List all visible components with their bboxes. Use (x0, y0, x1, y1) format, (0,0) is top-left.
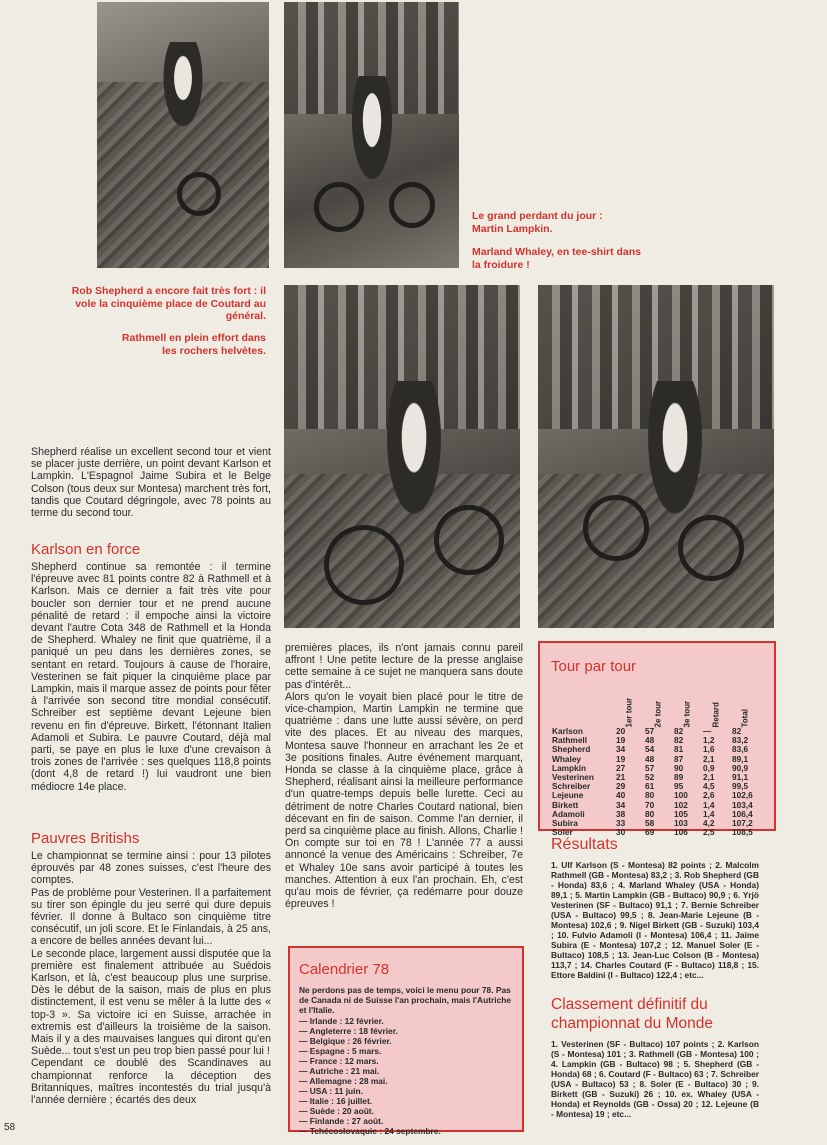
calendar-item: — Suède : 20 août. (299, 1106, 374, 1116)
tour-cell: 4,2 (703, 818, 715, 829)
tour-cell: 103,4 (732, 799, 753, 810)
tour-cell: 4,5 (703, 781, 715, 792)
calendar-item: — Belgique : 26 février. (299, 1036, 392, 1046)
tour-rider-name: Birkett (552, 799, 579, 810)
tour-cell: 40 (616, 790, 626, 801)
photo-rider-rocks-top-left (97, 2, 269, 268)
tour-cell: 48 (645, 753, 655, 764)
classement-title: Classement définitif du championnat du Monde (551, 996, 714, 1032)
tour-rider-name: Shepherd (552, 744, 591, 755)
tour-cell: 27 (616, 762, 626, 773)
paragraph-karlson: Shepherd continue sa remontée : il termine l'épreuve avec 81 points contre 82 à Rathmell et à Karlson. Mais ce dernier a fait très vite pour boucler son dernier tour et ne prend aucune pénalité de retard : il empoche ainsi la victoire devant l'autre Cota 348 de Rathmell et la Honda de Shepherd. Whaley ne finit que quatrième, il a paniqué un peu dans les dernières zones, se sentant en retard. Toujours à cause de l'horaire, Vesterinen se fait piquer la cinquième place par Lampkin, mais il marque assez de points pour fêter à l'arrivée son second titre mondial consécutif. Schreiber est septième devant Lejeune bien revenu en fin d'épreuve. Birkett, l'étonnant Italien Adamoli et Subira. Le pauvre Coutard, déjà mal parti, se paye en plus le luxe d'une crevaison à trois zones de l'arrivée : ses quelques 118,8 points (dont 4,8 de retard !) lui vaudront une bien médiocre 14e place. (31, 561, 271, 793)
tour-cell: 57 (645, 762, 655, 773)
tour-cell: 99,5 (732, 781, 749, 792)
calendar-box (288, 946, 524, 1136)
page-number: 58 (4, 1122, 16, 1133)
tour-cell: 30 (616, 827, 626, 838)
heading-pauvres-britishs: Pauvres Britishs (31, 830, 140, 847)
tour-row (550, 819, 759, 828)
photo-rider-crowd-middle (284, 285, 520, 628)
tour-cell: 19 (616, 735, 626, 746)
calendar-intro: Ne perdons pas de temps, voici le menu pour 78. Pas de Canada ni de Suisse l'an prochain, mais l'Autriche et l'Italie. (299, 985, 512, 1015)
tour-cell: 91,1 (732, 772, 749, 783)
resultats-text: 1. Ulf Karlson (S - Montesa) 82 points ; 2. Malcolm Rathmell (GB - Montesa) 83,2 ; 3. Rob Shepherd (GB - Honda) 83,6 ; 4. Marland Whaley (USA - Honda) 89,1 ; 5. Martin Lampkin (GB - Bultaco) 90,9 ; 6. Yrjö Vesterinen (SF - Bultaco) 91,1 ; 7. Bernie Schreiber (USA - Bultaco) 99,5 ; 8. Jean-Marie Lejeune (B - Montesa) 102,6 ; 9. Nigel Birkett (GB - Suzuki) 103,4 ; 10. Fulvio Adamoli (I - Montesa) 106,4 ; 11. Jaime Subira (E - Montesa) 107,2 ; 12. Manuel Soler (E - Bultaco) 108,5 ; 13. Jean-Luc Colson (B - Montesa) 113,7 ; 14. Charles Coutard (F - Bultaco) 118,8 ; 15. Ettore Baldini (I - Bultaco) 122,4 ; etc... (551, 860, 759, 980)
tour-title: Tour par tour (551, 658, 637, 675)
tour-cell: 106 (674, 827, 688, 838)
tour-rider-name: Rathmell (552, 735, 588, 746)
tour-table (550, 677, 759, 837)
tour-cell: 1,4 (703, 808, 715, 819)
tour-row (550, 791, 759, 800)
tour-cell: 102 (674, 799, 688, 810)
tour-cell: 105 (674, 808, 688, 819)
tour-rider-name: Schreiber (552, 781, 591, 792)
tour-column-header: 2e tour (653, 700, 662, 728)
tour-cell: 100 (674, 790, 688, 801)
tour-rider-name: Soler (552, 827, 573, 838)
calendar-item: — Espagne : 5 mars. (299, 1046, 382, 1056)
tour-cell: 102,6 (732, 790, 753, 801)
paragraph-column-two: premières places, ils n'ont jamais connu pareil affront ! Une petite lecture de la presse anglaise cette semaine à ce sujet ne manquera sans doute pas d'intérêt... Alors qu'on le voyait bien placé pour le titre de vice-champion, Martin Lampkin ne termine que quatrième : dans une lutte aussi sévère, on perd vite des places. Et au niveau des marques, Montesa sauve l'honneur en arrachant les 2e et 3e positions finales. Autre événement marquant, Honda se classe à la cinquième place, grâce à Shepherd, réalisant ainsi la meilleure performance d'un quatre-temps depuis belle lurette. Ceci au détriment de notre Charles Coutard national, bien décevant en fin de saison. Comme l'an dernier, il perd sa cinquième place au finish. Allons, Charlie ! On compte sur toi en 78 ! L'année 77 a aussi annoncé la venue des Américains : Schreiber, 7e et Whaley 10e sans avoir participé à toutes les manches. Attention à eux l'an prochain. Eh, c'est qu'au mois de février, ça redémarre pour douze épreuves ! (285, 642, 523, 911)
calendar-item: — Finlande : 27 août. (299, 1116, 384, 1126)
tour-cell: 58 (645, 818, 655, 829)
tour-cell: 80 (645, 808, 655, 819)
resultats-title: Résultats (551, 836, 618, 853)
tour-cell: 89 (674, 772, 684, 783)
calendar-list (299, 1016, 513, 1136)
tour-cell: 2,6 (703, 790, 715, 801)
tour-rider-name: Lampkin (552, 762, 587, 773)
calendar-item: — France : 12 mars. (299, 1056, 379, 1066)
calendar-item: — Irlande : 12 février. (299, 1016, 384, 1026)
tour-cell: 19 (616, 753, 626, 764)
tour-cell: 108,5 (732, 827, 753, 838)
tour-cell: 2,5 (703, 827, 715, 838)
photo-rider-crowd-right (538, 285, 774, 628)
tour-cell: 87 (674, 753, 684, 764)
tour-cell: 52 (645, 772, 655, 783)
caption-whaley: Marland Whaley, en tee-shirt dans la froidure ! (472, 246, 642, 271)
tour-cell: 90,9 (732, 762, 749, 773)
tour-cell: 95 (674, 781, 684, 792)
tour-cell: 54 (645, 744, 655, 755)
tour-column-header: Total (740, 708, 749, 728)
tour-column-header: 3e tour (682, 700, 691, 728)
tour-cell: 70 (645, 799, 655, 810)
paragraph-britishs: Le championnat se termine ainsi : pour 13 pilotes éprouvés par 48 zones suisses, c'est l'heure des comptes. Pas de problème pour Vesterinen. Il a parfaitement su tirer son épingle du jeu serré qui dure depuis février. Il donne à Bultaco son cinquième titre consécutif, un joli score. Et le Finlandais, à 25 ans, a encore de belles années devant lui... Le seconde place, largement aussi disputée que la première est finalement attribuée au Suédois Karlson, et là, c'est beaucoup plus une surprise. Dès le début de la saison, mais de plus en plus distinctement, il est venu se mêler à la lutte des « top-3 ». Sa victoire ici en Suisse, arrachée in extremis est d'ailleurs la troisième de la saison. Mais il y a des mauvaises langues qui diront qu'en Suède... tout s'est un peu trop bien passé pour lui ! Cependant ce doublé des Scandinaves au championnat renforce la déception des Britanniques, maîtres incontestés du trial jusqu'à l'année dernière ; écartés des deux (31, 850, 271, 1107)
calendar-item: — Autriche : 21 mai. (299, 1066, 380, 1076)
tour-cell: 83,6 (732, 744, 749, 755)
tour-cell: 33 (616, 818, 626, 829)
calendar-item: — Tchécoslovaquie : 24 septembre. (299, 1126, 441, 1136)
tour-cell: 2,1 (703, 772, 715, 783)
tour-rider-name: Subira (552, 818, 578, 829)
tour-cell: 103 (674, 818, 688, 829)
tour-cell: 34 (616, 799, 626, 810)
tour-cell: 1,2 (703, 735, 715, 746)
tour-rider-name: Vesterinen (552, 772, 594, 783)
tour-cell: 61 (645, 781, 655, 792)
heading-karlson-en-force: Karlson en force (31, 541, 141, 558)
tour-cell: 38 (616, 808, 626, 819)
tour-rider-name: Karlson (552, 726, 583, 736)
tour-cell: 80 (645, 790, 655, 801)
tour-cell: 106,4 (732, 808, 753, 819)
caption-shepherd: Rob Shepherd a encore fait très fort : il vole la cinquième place de Coutard au général. (71, 285, 266, 322)
tour-cell: 0,9 (703, 762, 715, 773)
calendar-item: — Allemagne : 28 mai. (299, 1076, 388, 1086)
tour-cell: — (703, 726, 712, 736)
tour-cell: 1,6 (703, 744, 715, 755)
calendar-item: — USA : 11 juin. (299, 1086, 363, 1096)
tour-column-header: Retard (711, 702, 720, 728)
tour-rider-name: Lejeune (552, 790, 584, 801)
tour-rider-name: Adamoli (552, 808, 585, 819)
calendar-item: — Angleterre : 18 février. (299, 1026, 398, 1036)
tour-column-header: 1er tour (624, 697, 633, 728)
caption-rathmell: Rathmell en plein effort dans les rochers helvètes. (121, 332, 266, 357)
tour-cell: 83,2 (732, 735, 749, 746)
tour-rider-name: Whaley (552, 753, 582, 764)
calendar-item: — Italie : 16 juillet. (299, 1096, 373, 1106)
tour-cell: 107,2 (732, 818, 753, 829)
caption-lampkin: Le grand perdant du jour : Martin Lampkin. (472, 210, 603, 235)
tour-cell: 21 (616, 772, 626, 783)
tour-cell: 20 (616, 726, 626, 736)
tour-cell: 90 (674, 762, 684, 773)
tour-cell: 89,1 (732, 753, 749, 764)
tour-box (538, 641, 776, 838)
tour-row (550, 745, 759, 754)
tour-cell: 57 (645, 726, 655, 736)
tour-cell: 1,4 (703, 799, 715, 810)
tour-cell: 82 (674, 726, 684, 736)
tour-row (550, 810, 759, 819)
tour-cell: 82 (732, 726, 742, 736)
tour-cell: 82 (674, 735, 684, 746)
calendar-title: Calendrier 78 (299, 961, 390, 978)
tour-cell: 2,1 (703, 753, 715, 764)
tour-cell: 34 (616, 744, 626, 755)
tour-cell: 29 (616, 781, 626, 792)
intro-paragraph: Shepherd réalise un excellent second tour et vient se placer juste derrière, un point devant Karlson et Lampkin. L'Espagnol Jaime Subira et le Belge Colson (tous deux sur Montesa) marchent très fort, tandis que Coutard dégringole, avec 78 points au terme du second tour. (31, 446, 271, 520)
tour-header-blank (550, 677, 614, 727)
tour-cell: 81 (674, 744, 684, 755)
classement-text: 1. Vesterinen (SF - Bultaco) 107 points ; 2. Karlson (S - Montesa) 101 ; 3. Rathmell (GB - Montesa) 100 ; 4. Lampkin (GB - Bultaco) 98 ; 5. Shepherd (GB - Honda) 68 ; 6. Coutard (F - Bultaco) 63 ; 7. Schreiber (USA - Bultaco) 53 ; 8. Soler (E - Bultaco) 30 ; 9. Birkett (GB - Suzuki) 26 ; 10. ex. Whaley (USA - Honda) et Reynolds (GB - Ossa) 20 ; 12. Lejeune (B - Montesa) 19 ; etc... (551, 1039, 759, 1119)
tour-cell: 69 (645, 827, 655, 838)
tour-cell: 48 (645, 735, 655, 746)
photo-rider-crowd-top-middle (284, 2, 459, 268)
